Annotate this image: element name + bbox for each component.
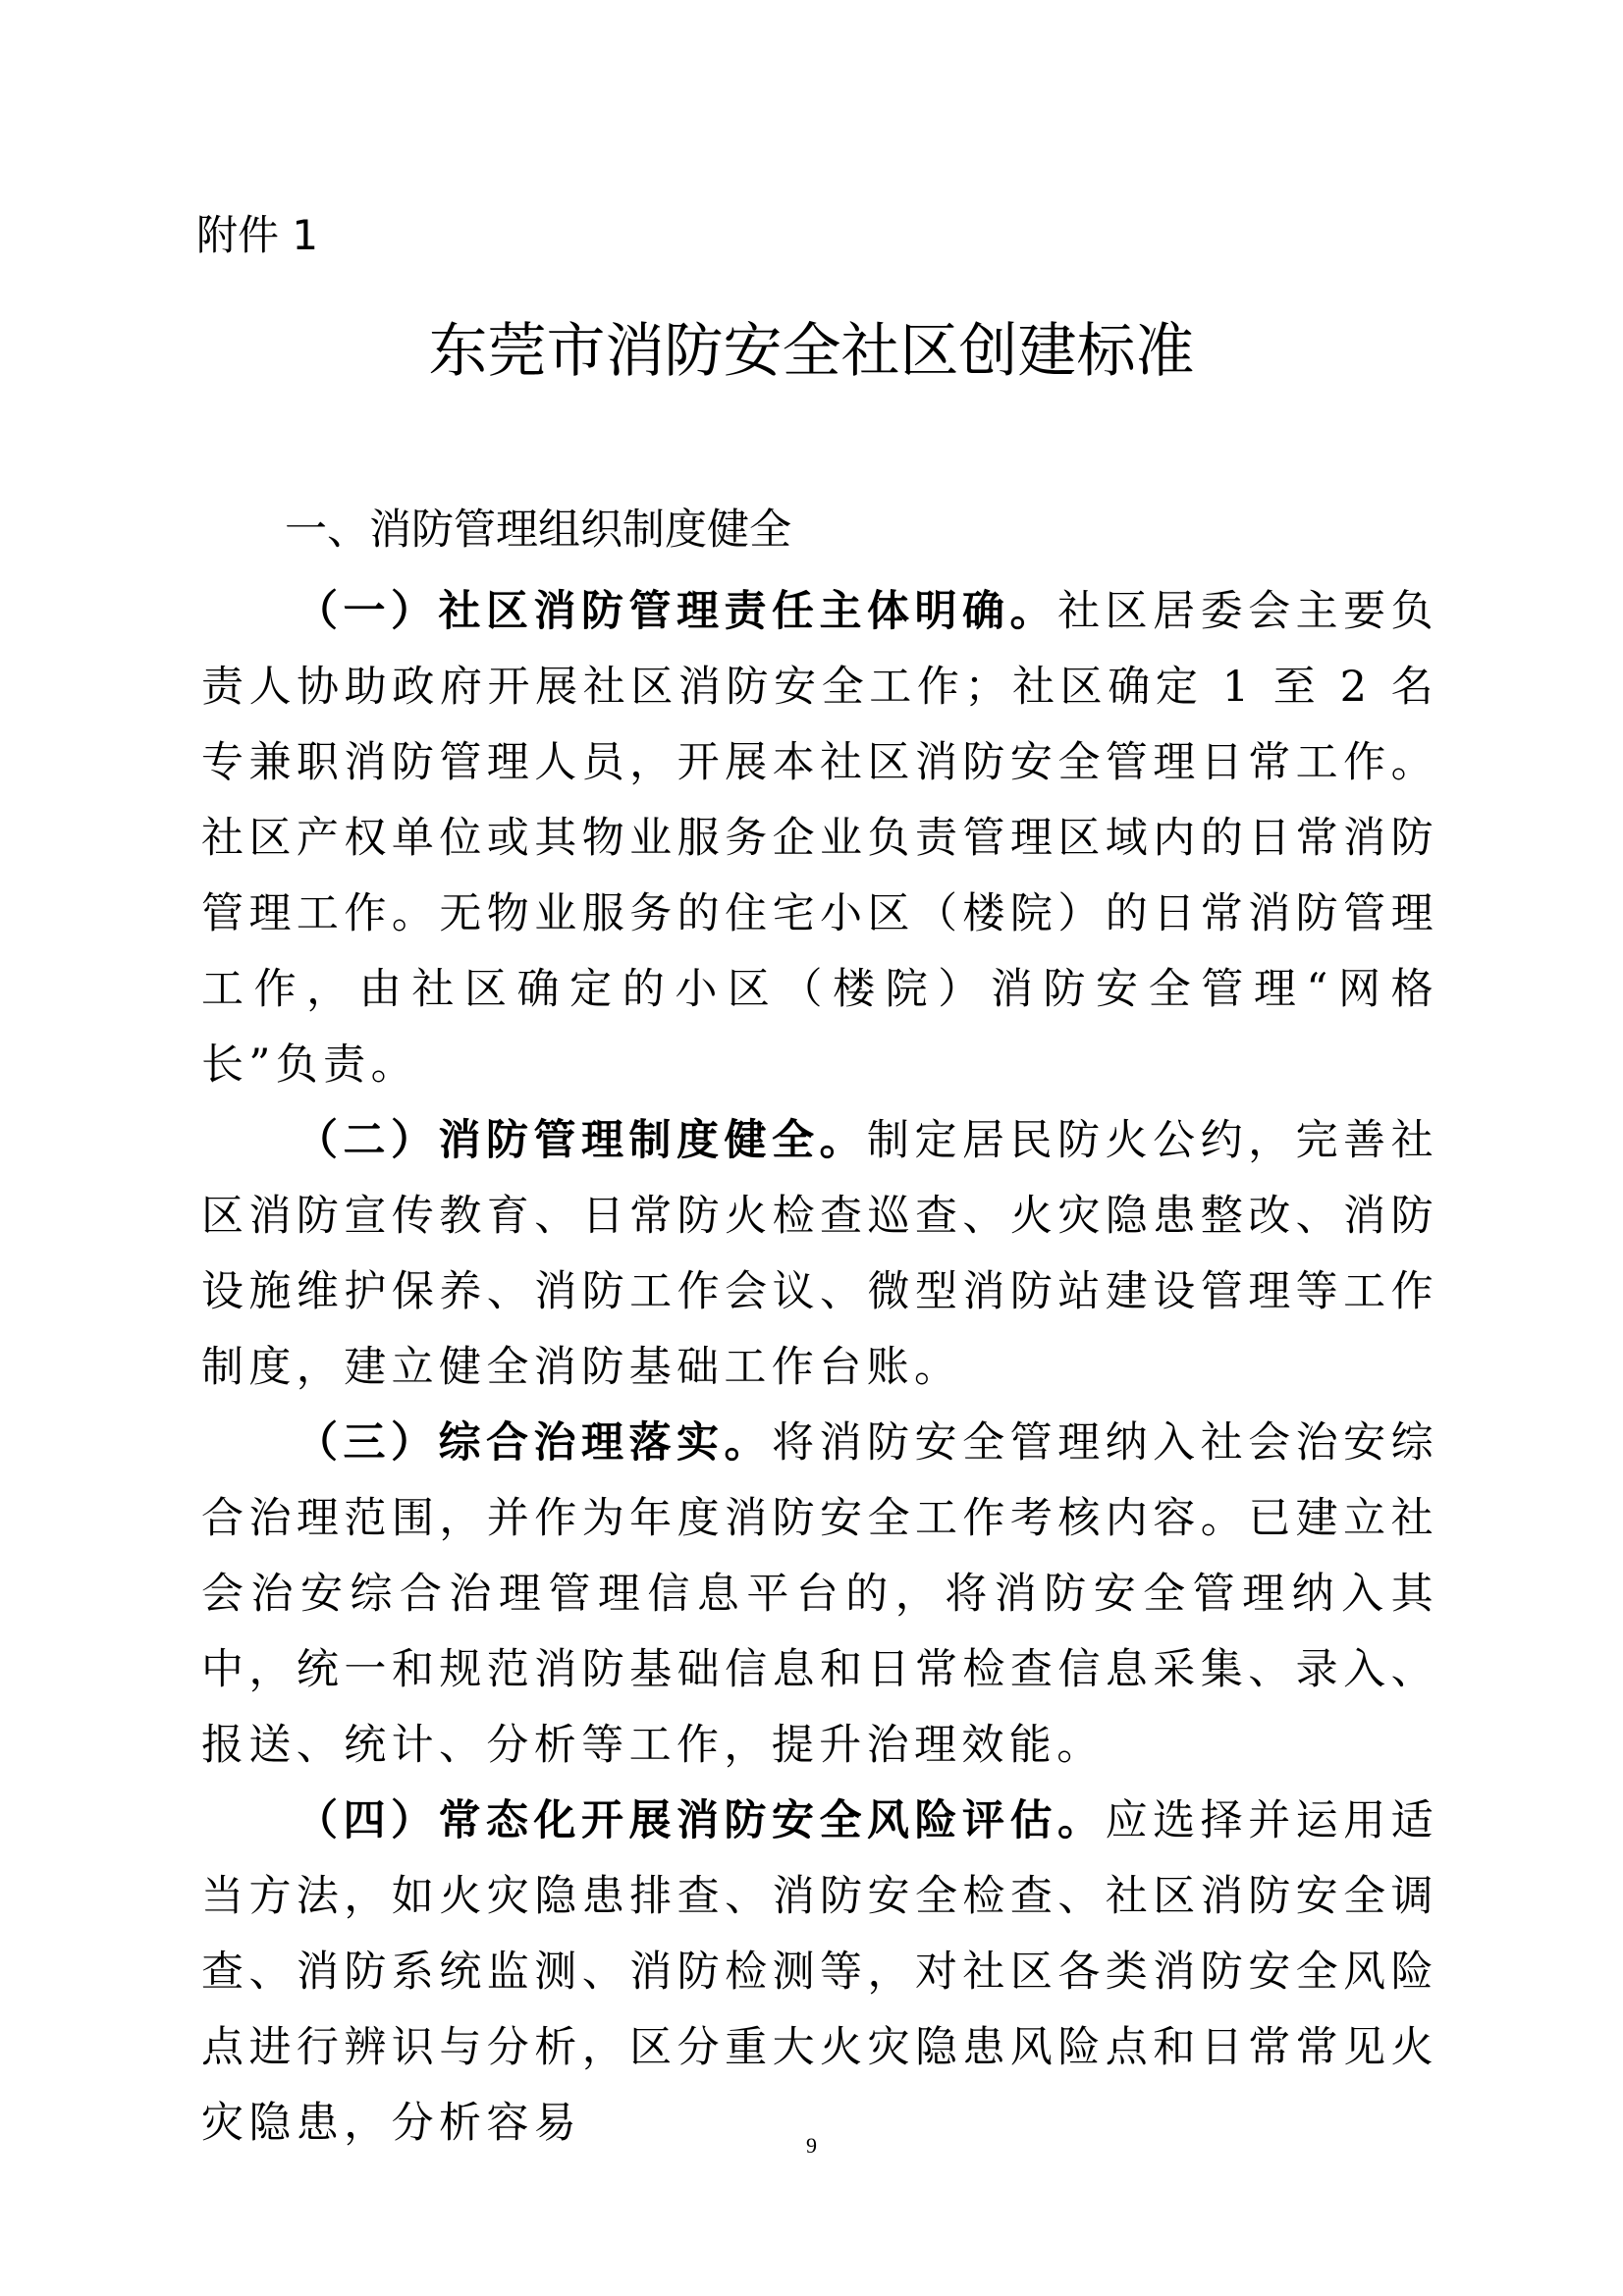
paragraph-1	[201, 574, 1438, 1103]
paragraph-4	[201, 1784, 1438, 2162]
attachment-label: 附件 1	[196, 211, 319, 259]
paragraph-text: 社区居委会主要负责人协助政府开展社区消防安全工作；社区确定 1 至 2 名专兼职消防管理人员，开展本社区消防安全管理日常工作。社区产权单位或其物业服务企业负责管理区域内的日常消防管理工作。无物业服务的住宅小区（楼院）的日常消防管理工作，由社区确定的小区（楼院）消防安全管理“网格长”负责。	[201, 587, 1438, 1090]
section-heading: 一、消防管理组织制度健全	[285, 506, 791, 555]
page-number: 9	[806, 2133, 817, 2158]
document-body	[201, 574, 1438, 2162]
paragraph-3	[201, 1406, 1438, 1784]
paragraph-lead: （三）综合治理落实。	[296, 1418, 773, 1468]
paragraph-lead: （二）消防管理制度健全。	[296, 1116, 868, 1165]
document-title: 东莞市消防安全社区创建标准	[428, 317, 1195, 386]
paragraph-text: 应选择并运用适当方法，如火灾隐患排查、消防安全检查、社区消防安全调查、消防系统监测、消防检测等，对社区各类消防安全风险点进行辨识与分析，区分重大火灾隐患风险点和日常常见火灾隐患，分析容易	[201, 1796, 1438, 2148]
paragraph-lead: （一）社区消防管理责任主体明确。	[296, 587, 1058, 636]
paragraph-text: 制定居民防火公约，完善社区消防宣传教育、日常防火检查巡查、火灾隐患整改、消防设施维护保养、消防工作会议、微型消防站建设管理等工作制度，建立健全消防基础工作台账。	[201, 1116, 1438, 1392]
paragraph-2	[201, 1103, 1438, 1406]
paragraph-lead: （四）常态化开展消防安全风险评估。	[296, 1796, 1106, 1845]
paragraph-text: 将消防安全管理纳入社会治安综合治理范围，并作为年度消防安全工作考核内容。已建立社会治安综合治理管理信息平台的，将消防安全管理纳入其中，统一和规范消防基础信息和日常检查信息采集、录入、报送、统计、分析等工作，提升治理效能。	[201, 1418, 1438, 1770]
